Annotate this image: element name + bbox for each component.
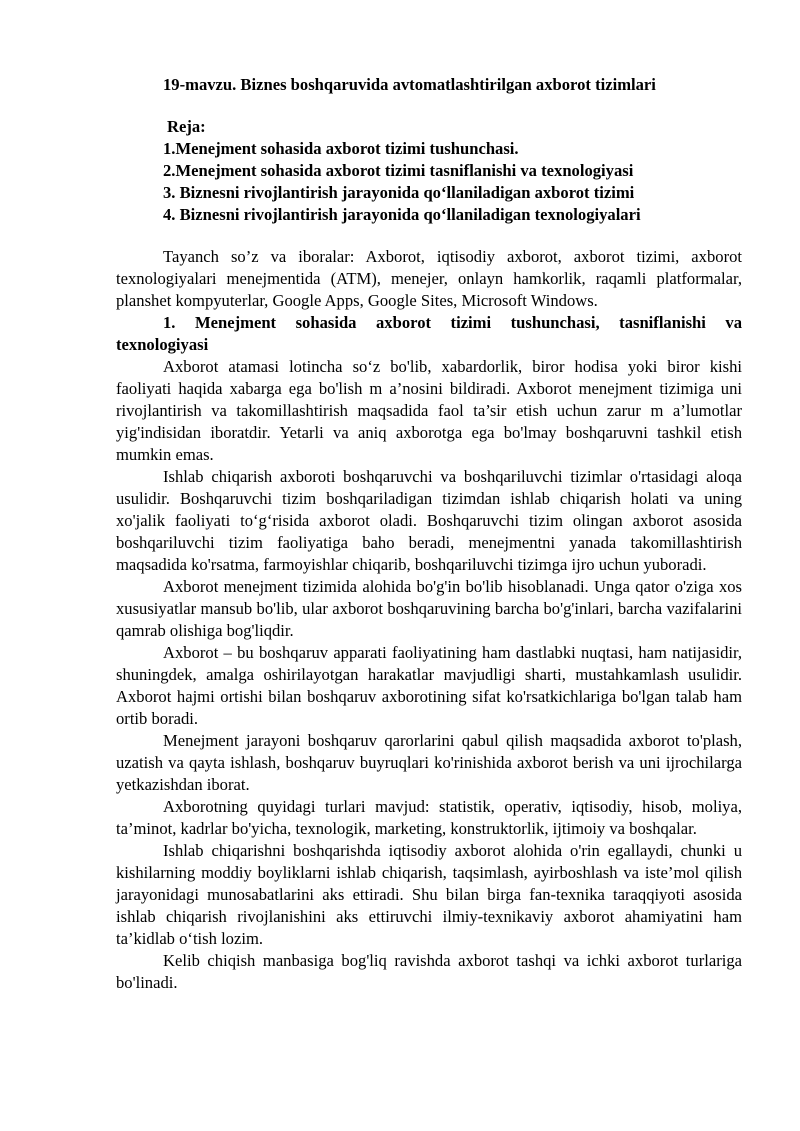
body-paragraph: Ishlab chiqarishni boshqarishda iqtisodiy axborot alohida o'rin egallaydi, chunki u kishilarning moddiy boyliklarni ishlab chiqarish, taqsimlash, ayirboshlash va iste’mol qilish jarayonidagi munosabatlarini aks ettiradi. Shu bilan birga fan-texnika taraqqiyoti asosida ishlab chiqarish rivojlanishini aks ettiruvchi ilmiy-texnikaviy axborot ahamiyatini ham ta’kidlab o‘tish lozim. — [116, 841, 742, 948]
plan-item-2: 2.Menejment sohasida axborot tizimi tasniflanishi va texnologiyasi — [163, 161, 634, 180]
document-page — [116, 74, 742, 994]
plan-item-1: 1.Menejment sohasida axborot tizimi tushunchasi. — [163, 139, 519, 158]
body-paragraph: Axborotning quyidagi turlari mavjud: statistik, operativ, iqtisodiy, hisob, moliya, ta’minot, kadrlar bo'yicha, texnologik, marketing, konstruktorlik, ijtimoiy va boshqalar. — [116, 797, 742, 838]
plan-item-3: 3. Biznesni rivojlantirish jarayonida qo‘llaniladigan axborot tizimi — [163, 183, 635, 202]
document-title: 19-mavzu. Biznes boshqaruvida avtomatlashtirilgan axborot tizimlari — [163, 75, 656, 94]
body-paragraph: Axborot menejment tizimida alohida bo'g'in bo'lib hisoblanadi. Unga qator o'ziga xos xususiyatlar mansub bo'lib, ular axborot boshqaruvining barcha bo'g'inlari, barcha vazifalarini qamrab olishiga bog'liqdir. — [116, 577, 742, 640]
keywords-paragraph: Tayanch so’z va iboralar: Axborot, iqtisodiy axborot, axborot tizimi, axborot texnologiyalari menejmentida (ATM), menejer, onlayn hamkorlik, raqamli platformalar, planshet kompyuterlar, Google Apps, Google Sites, Microsoft Windows. — [116, 247, 742, 310]
plan-heading: Reja: — [167, 117, 206, 136]
body-paragraph: Ishlab chiqarish axboroti boshqaruvchi va boshqariluvchi tizimlar o'rtasidagi aloqa usulidir. Boshqaruvchi tizim boshqariladigan tizimdan ishlab chiqarish holati va uning xo'jalik faoliyati to‘g‘risida axborot oladi. Boshqaruvchi tizim olingan axborot asosida boshqariluvchi tizim faoliyatiga baho beradi, menejmentni yanada takomillashtirish maqsadida ko'rsatma, farmoyishlar chiqarib, boshqariluvchi tizimga ijro uchun yuboradi. — [116, 467, 742, 574]
plan-block — [116, 116, 742, 226]
section-heading: 1. Menejment sohasida axborot tizimi tushunchasi, tasniflanishi va texnologiyasi — [116, 313, 742, 354]
plan-item-4: 4. Biznesni rivojlantirish jarayonida qo‘llaniladigan texnologiyalari — [163, 205, 641, 224]
body-paragraph: Menejment jarayoni boshqaruv qarorlarini qabul qilish maqsadida axborot to'plash, uzatish va qayta ishlash, boshqaruv buyruqlari ko'rinishida axborot berish va uni ijrochilarga yetkazishdan iborat. — [116, 731, 742, 794]
body-paragraph: Axborot atamasi lotincha so‘z bo'lib, xabardorlik, biror hodisa yoki biror kishi faoliyati haqida xabarga ega bo'lish m a’nosini bildiradi. Axborot menejment tizimiga uni rivojlantirish va takomillashtirish maqsadida faol ta’sir etish uchun zarur m a’lumotlar yig'indisidan iboratdir. Yetarli va aniq axborotga ega bo'lmay boshqaruvni tashkil etish mumkin emas. — [116, 357, 742, 464]
body-paragraph: Axborot – bu boshqaruv apparati faoliyatining ham dastlabki nuqtasi, ham natijasidir, shuningdek, amalga oshirilayotgan harakatlar mavjudligi sharti, mustahkamlash usulidir. Axborot hajmi ortishi bilan boshqaruv axborotining sifat ko'rsatkichlariga bo'lgan talab ham ortib boradi. — [116, 643, 742, 728]
body-paragraph: Kelib chiqish manbasiga bog'liq ravishda axborot tashqi va ichki axborot turlariga bo'linadi. — [116, 951, 742, 992]
